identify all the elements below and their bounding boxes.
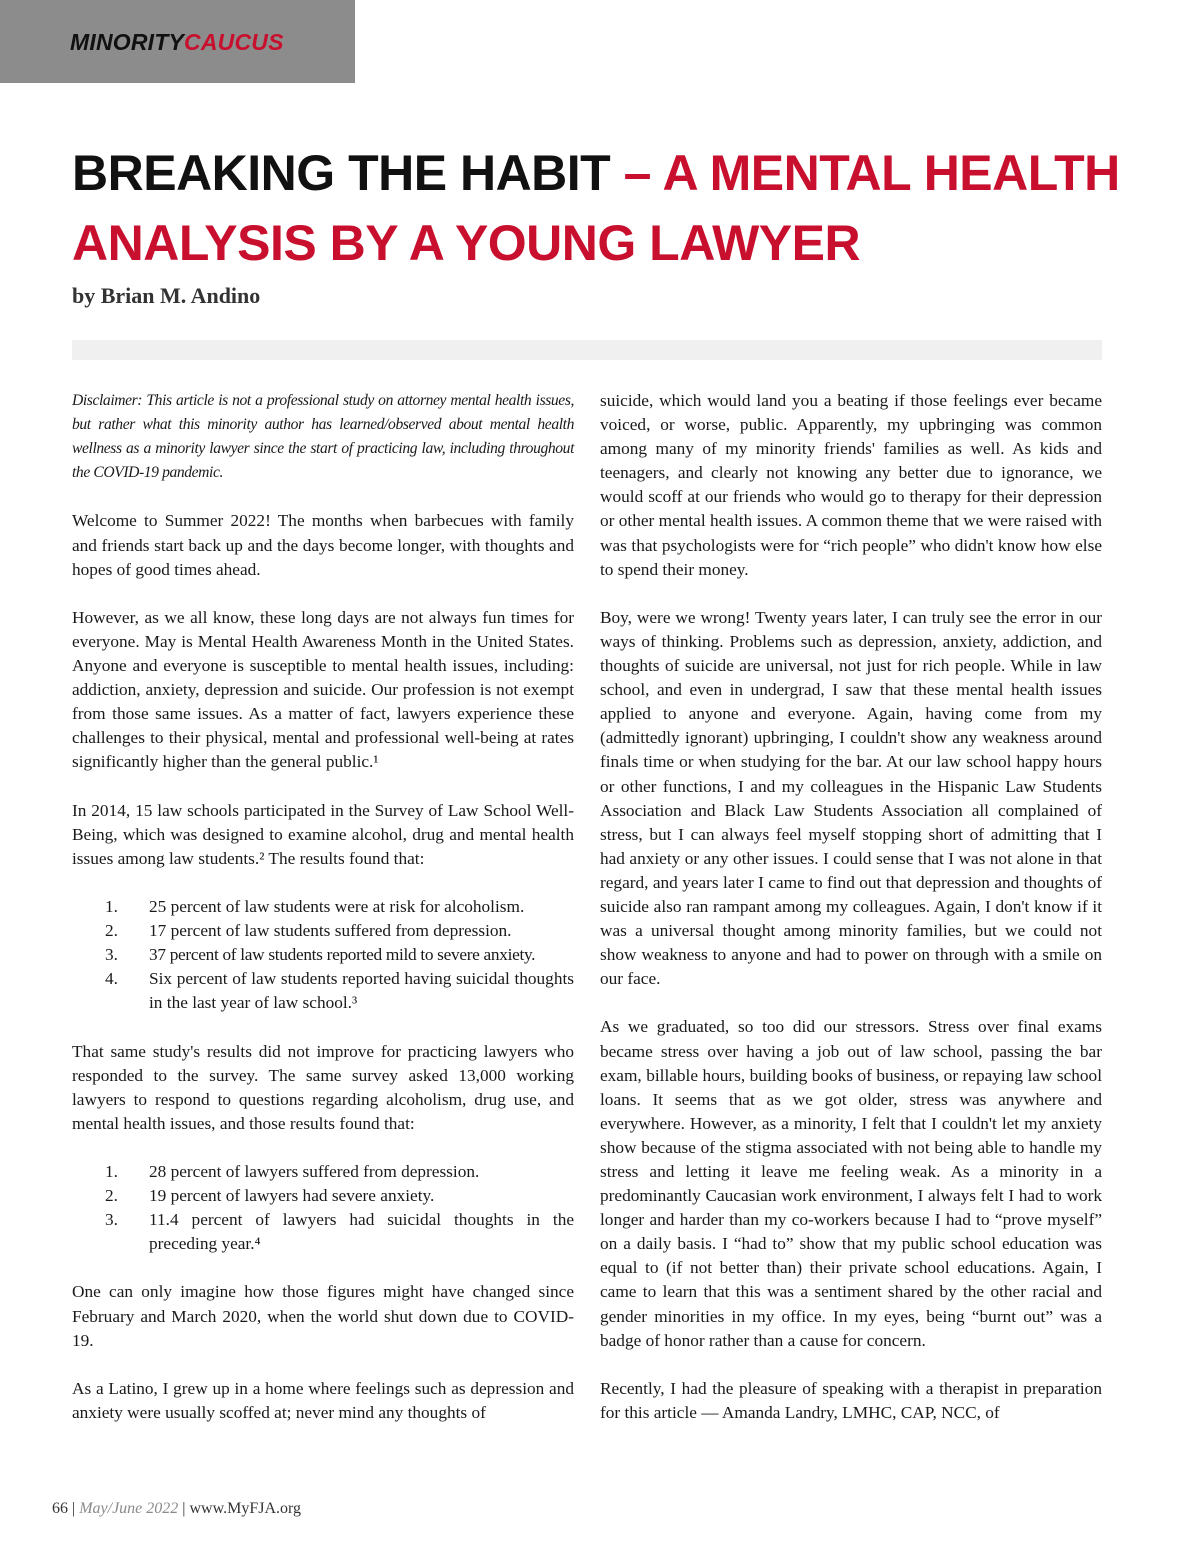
paragraph-2: However, as we all know, these long days are not always fun times for everyone. May is Mental Health Awareness Month in the United States. Anyone and everyone is susceptible to mental health issues, including: addiction, anxiety, depression and suicide. Our profession is not exempt from those same issues. As a matter of fact, lawyers experience these challenges to their physical, mental and professional well-being at rates significantly higher than the general public.¹: [72, 607, 574, 772]
byline: by Brian M. Andino: [72, 283, 261, 308]
list-item: [72, 943, 574, 967]
paragraph-6: As a Latino, I grew up in a home where feelings such as depression and anxiety were usually scoffed at; never mind any thoughts of: [72, 1378, 574, 1422]
list-text: 19 percent of lawyers had severe anxiety.: [149, 1186, 435, 1206]
paragraph-9: As we graduated, so too did our stressors. Stress over final exams became stress over having a job out of law school, passing the bar exam, billable hours, building books of business, or repaying law school loans. It seems that as we got older, stress was anywhere and everywhere. However, as a minority, I felt that I couldn't let my anxiety show because of the stigma associated with not being able to handle my stress and letting it leave me feeling weak. As a minority in a predominantly Caucasian work environment, I always felt I had to work longer and harder than my co-workers because I had to “prove myself” on a daily basis. I “had to” show that my public school education was equal to (if not better than) their private school educations. Again, I came to learn that this was a sentiment shared by the other racial and gender minorities in my office. In my eyes, being “burnt out” was a badge of honor rather than a cause for concern.: [600, 1017, 1102, 1350]
paragraph-5: One can only imagine how those figures might have changed since February and March 2020, when the world shut down due to COVID-19.: [72, 1282, 574, 1350]
paragraph-1: Welcome to Summer 2022! The months when barbecues with family and friends start back up and the days become longer, with thoughts and hopes of good times ahead.: [72, 511, 574, 579]
article-title-main: BREAKING THE HABIT: [72, 145, 611, 201]
paragraph-4: That same study's results did not improve for practicing lawyers who responded to the survey. The same survey asked 13,000 working lawyers to respond to questions regarding alcoholism, drug use, and mental health issues, and those results found that:: [72, 1041, 574, 1133]
page-number: 66: [52, 1500, 68, 1517]
list-text: 28 percent of lawyers suffered from depression.: [149, 1162, 480, 1181]
list-item: [72, 967, 574, 1015]
paragraph-7: suicide, which would land you a beating if those feelings ever became voiced, or worse, public. Apparently, my upbringing was common among many of my minority friends' families as well. As kids and teenagers, and clearly not knowing any better due to ignorance, we would scoff at our friends who would go to therapy for their depression or other mental health issues. A common theme that we were raised with was that psychologists were for “rich people” who didn't know how else to spend their money.: [600, 391, 1102, 579]
student-findings-list: [72, 895, 574, 1015]
list-number: 4.: [105, 969, 118, 989]
divider-bar: [72, 340, 1102, 360]
list-item: [72, 1184, 574, 1208]
website-link[interactable]: www.MyFJA.org: [189, 1500, 302, 1517]
list-number: 2.: [105, 921, 118, 941]
list-text: 37 percent of law students reported mild to severe anxiety.: [149, 945, 536, 965]
paragraph-10: Recently, I had the pleasure of speaking with a therapist in preparation for this article — Amanda Landry, LMHC, CAP, NCC, of: [600, 1378, 1102, 1422]
section-label-part1: MINORITY: [70, 29, 185, 55]
page-footer: [52, 1500, 301, 1518]
footer-separator: |: [178, 1500, 190, 1517]
list-item: [72, 919, 574, 943]
list-number: 3.: [105, 1210, 118, 1230]
list-item: [72, 1160, 574, 1184]
list-number: 3.: [105, 945, 118, 965]
section-label-part2: CAUCUS: [184, 29, 284, 55]
article-title: [72, 138, 1132, 278]
paragraph-8: Boy, were we wrong! Twenty years later, I can truly see the error in our ways of thinking. Problems such as depression, anxiety, addiction, and thoughts of suicide are universal, not just for rich people. While in law school, and even in undergrad, I saw that these mental health issues applied to anyone and everyone. Again, having come from my (admittedly ignorant) upbringing, I couldn't show any weakness around finals time or when studying for the bar. At our law school happy hours or other functions, I and my colleagues in the Hispanic Law Students Association and Black Law Students Association all complained of stress, but I can always feel myself stopping short of admitting that I had anxiety or any other issues. I could sense that I was not alone in that regard, and years later I came to find out that depression and thoughts of suicide also ran rampant among my colleagues. Again, I don't know if it was a universal thought among minority families, but we could not show weakness to anyone and had to power on through with a smile on our face.: [600, 607, 1102, 989]
column-left: [72, 389, 574, 1449]
list-number: 1.: [105, 896, 118, 916]
footer-separator: |: [68, 1500, 80, 1517]
list-number: 1.: [105, 1162, 118, 1181]
list-text: 25 percent of law students were at risk for alcoholism.: [149, 896, 525, 916]
paragraph-3: In 2014, 15 law schools participated in the Survey of Law School Well-Being, which was designed to examine alcohol, drug and mental health issues among law students.² The results found that:: [72, 800, 574, 868]
list-text: 17 percent of law students suffered from depression.: [149, 921, 512, 941]
issue-date: May/June 2022: [79, 1500, 179, 1517]
disclaimer: Disclaimer: This article is not a professional study on attorney mental health issues, but rather what this minority author has learned/observed about mental health wellness as a minority lawyer since the start of practicing law, including throughout the COVID-19 pandemic.: [72, 392, 574, 482]
list-text: 11.4 percent of lawyers had suicidal thoughts in the preceding year.⁴: [149, 1210, 574, 1254]
list-item: [72, 1208, 574, 1256]
lawyer-findings-list: [72, 1160, 574, 1256]
list-item: [72, 895, 574, 919]
article-title-sub: – A MENTAL HEALTH ANALYSIS BY A YOUNG LAWYER: [72, 145, 1120, 271]
section-tab: [0, 0, 355, 83]
section-label: [70, 29, 284, 56]
list-text: Six percent of law students reported having suicidal thoughts in the last year of law school.³: [149, 969, 574, 1013]
list-number: 2.: [105, 1186, 118, 1206]
column-right: [600, 389, 1102, 1449]
